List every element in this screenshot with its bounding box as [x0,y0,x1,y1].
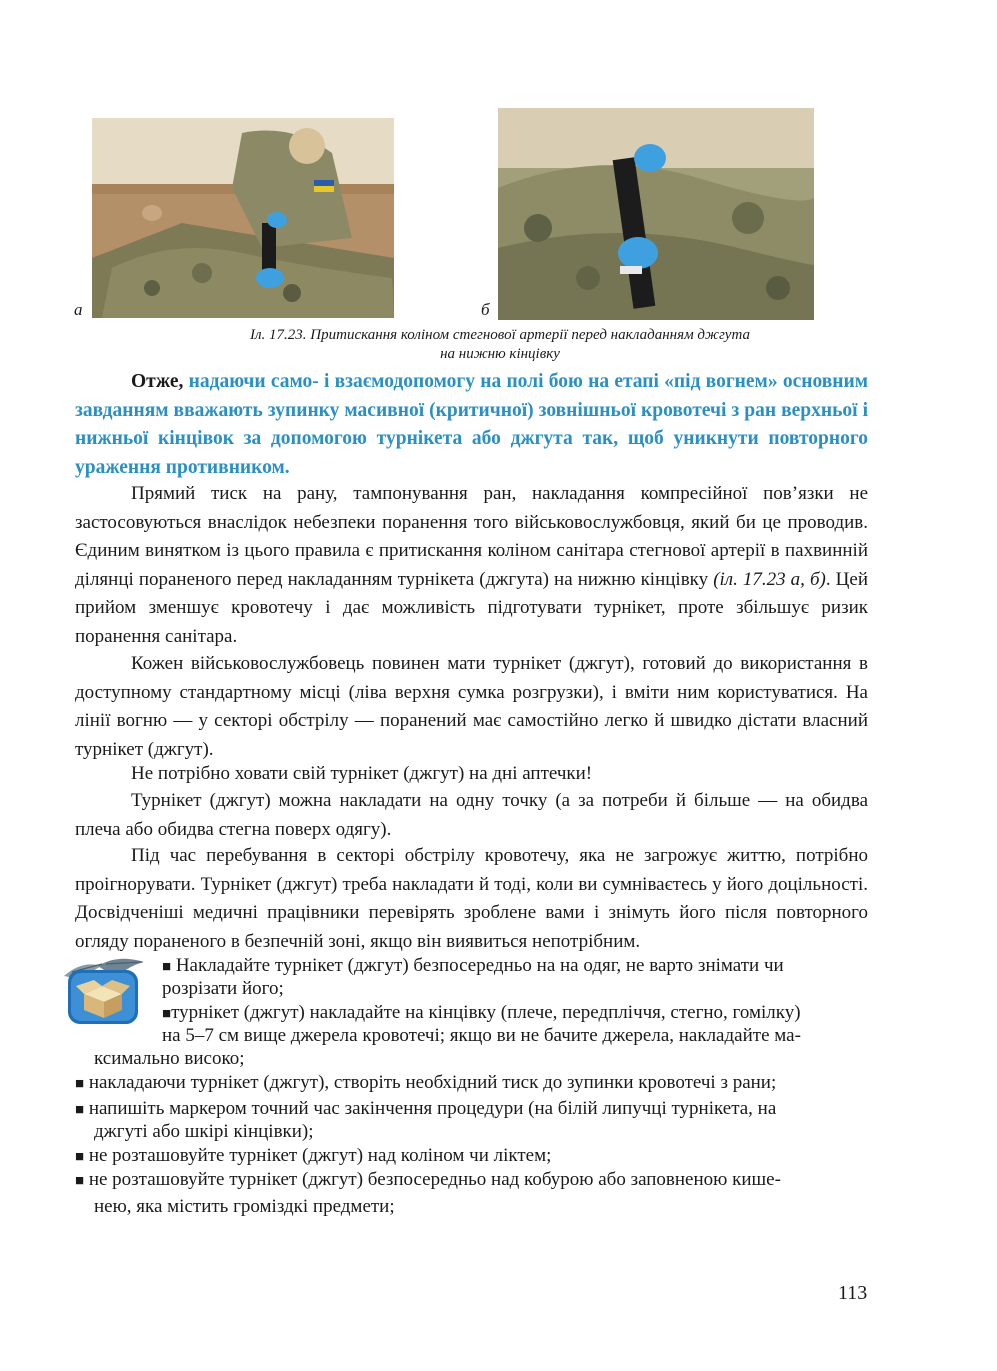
lead-head: Отже [131,371,179,392]
bullet-6-line-2: нею, яка містить громіздкі предмети; [94,1196,395,1217]
bullet-2-line-2: на 5–7 см вище джерела кровотечі; якщо ви не бачите джерела, накладайте ма- [162,1025,801,1046]
paragraph-4: Турнікет (джгут) можна накладати на одну точку (а за потреби й більше — на обидва плеча або обидва стегна поверх одягу). [75,790,868,840]
open-box-with-feathers-icon [62,956,152,1026]
photo-a-label: а [74,300,83,319]
photo-b [498,108,814,320]
lead-paragraph [75,368,868,482]
caption-line-1: Іл. 17.23. Притискання коліном стегнової артерії перед накладанням джгута [250,327,750,343]
bullet-4-line-2: джгуті або шкірі кінцівки); [94,1121,314,1142]
bullet-marker: ■ [162,1006,172,1022]
photo-b-label: б [481,300,490,319]
bullet-1-text: Накладайте турнікет (джгут) безпосередньо на на одяг, не варто знімати чи [175,955,784,976]
bullet-3-text: накладаючи турнікет (джгут), створіть необхідний тиск до зупинки кровотечі з рани; [88,1072,777,1093]
paragraph-1-text-end: . Цей прийом зменшує кровотечу і дає можливість підготувати турнікет, проте збільшує ризик поранення санітара. [75,568,868,647]
paragraph-3: Не потрібно ховати свій турнікет (джгут) на дні аптечки! [131,763,593,784]
photo-a [92,118,394,318]
bullet-6-text: не розташовуйте турнікет (джгут) безпосередньо над кобурою або заповненою кише- [88,1169,781,1190]
caption-line-2: на нижню кінцівку [440,346,560,362]
lead-text: надаючи само- і взаємодопомогу на полі бою на етапі «під вогнем» основним завданням вважають зупинку масивної (критичної) зовнішньої кровотечі з ран верхньої і нижньої кінцівок за допомогою турнікета або джгута так, щоб уникнути повторного ураження противником. [75,371,869,478]
bullet-5 [75,1144,551,1169]
paragraph-5: Під час перебування в секторі обстрілу кровотечу, яка не загрожує життю, потрібно проігнорувати. Турнікет (джгут) треба накладати й тоді, коли ви сумніваєтесь у його доцільності. Досвідченіші медичні працівники перевірять зроблене вами і знімуть його після повторного огляду пораненого в безпечній зоні, якщо він виявиться непотрібним. [75,845,868,952]
bullet-4-line-1 [75,1097,776,1122]
bullet-4-text: напишіть маркером точний час закінчення процедури (на білій липучці турнікета, на [88,1098,777,1119]
bullet-1-line-2: розрізати його; [162,978,284,999]
bullet-2-text: турнікет (джгут) накладайте на кінцівку (плече, передпліччя, стегно, гомілку) [171,1002,801,1023]
bullet-2-line-1 [162,1001,801,1026]
bullet-marker: ■ [75,1076,85,1092]
lead-comma: , [178,371,189,392]
figure-reference: (іл. 17.23 а, б) [713,568,826,590]
bullet-marker: ■ [75,1102,85,1118]
bullet-3 [75,1071,776,1096]
bullet-marker: ■ [162,959,172,975]
paragraph-2: Кожен військовослужбовець повинен мати турнікет (джгут), готовий до використання в доступному стандартному місці (ліва верхня сумка розгрузки), і вміти ним користуватися. На лінії вогню — у секторі обстрілу — поранений має самостійно легко й швидко дістати власний турнікет (джгут). [75,653,868,760]
bullet-6-line-1 [75,1168,781,1193]
bullet-marker: ■ [75,1149,85,1165]
bullet-marker: ■ [75,1173,85,1189]
bullet-5-text: не розташовуйте турнікет (джгут) над коліном чи ліктем; [88,1145,552,1166]
figure-caption [120,326,880,364]
bullet-2-line-3: ксимально високо; [94,1048,245,1069]
bullet-1-line-1 [162,954,784,979]
paragraph-1-text: Прямий тиск на рану, тампонування ран, накладання компресійної пов’язки не застосовуються внаслідок небезпеки поранення того військовослужбовця, який би це проводив. Єдиним винятком із цього правила є притискання коліном санітара стегнової артерії в пахвинній ділянці пораненого перед накладанням турнікета (джгута) на нижню кінцівку [75,483,868,590]
paragraph-1 [75,480,868,651]
page-number: 113 [838,1282,868,1304]
